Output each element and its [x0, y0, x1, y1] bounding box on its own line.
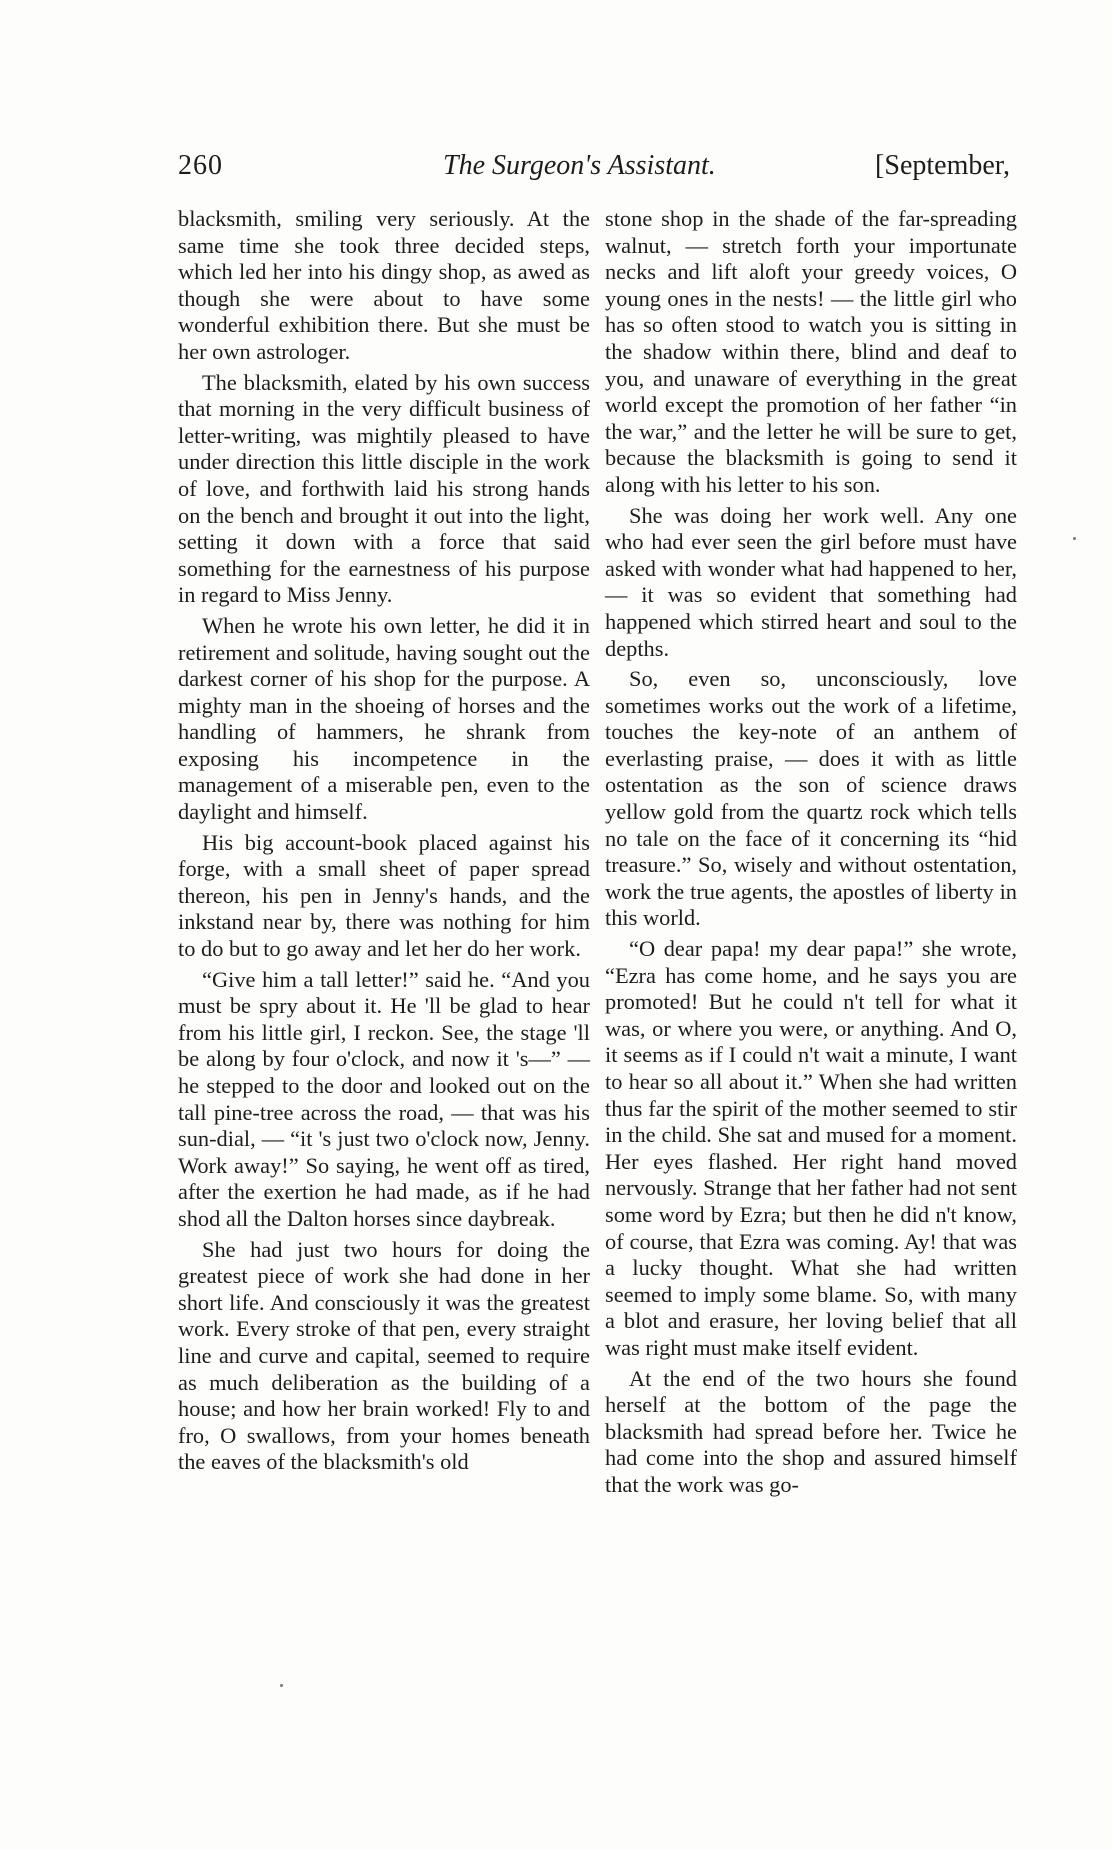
issue-month: [September,	[875, 150, 1010, 181]
paragraph: So, even so, unconsciously, love sometimes works out the work of a lifetime, touches the key-note of an anthem of everlasting praise, — does it with as little ostentation as the son of science draws yellow gold from the quartz rock which tells no tale on the face of it concerning its “hid treasure.” So, wisely and without ostentation, work the true agents, the apostles of liberty in this world.	[605, 666, 1017, 931]
paragraph: The blacksmith, elated by his own success that morning in the very difficult business of letter-writing, was mightily pleased to have under direction this little disciple in the work of love, and forthwith laid his strong hands on the bench and brought it out into the light, setting it down with a force that said something for the earnestness of his purpose in regard to Miss Jenny.	[178, 369, 590, 608]
paragraph: “Give him a tall letter!” said he. “And you must be spry about it. He 'll be glad to hear from his little girl, I reckon. See, the stage 'll be along by four o'clock, and now it 's—” — he stepped to the door and looked out on the tall pine-tree across the road, — that was his sun-dial, — “it 's just two o'clock now, Jenny. Work away!” So saying, he went off as tired, after the exertion he had made, as if he had shod all the Dalton horses since daybreak.	[178, 966, 590, 1231]
left-column	[178, 206, 590, 1480]
paragraph: “O dear papa! my dear papa!” she wrote, “Ezra has come home, and he says you are promoted! But he could n't tell for what it was, or where you were, or anything. And O, it seems as if I could n't wait a minute, I want to hear so all about it.” When she had written thus far the spirit of the mother seemed to stir in the child. She sat and mused for a moment. Her eyes flashed. Her right hand moved nervously. Strange that her father had not sent some word by Ezra; but then he did n't know, of course, that Ezra was coming. Ay! that was a lucky thought. What she had written seemed to imply some blame. So, with many a blot and erasure, her loving belief that all was right must make itself evident.	[605, 936, 1017, 1360]
paragraph: At the end of the two hours she found herself at the bottom of the page the blacksmith had spread before her. Twice he had come into the shop and assured himself that the work was go-	[605, 1365, 1017, 1497]
print-speck	[280, 1684, 283, 1687]
paragraph: His big account-book placed against his forge, with a small sheet of paper spread thereon, his pen in Jenny's hands, and the inkstand near by, there was nothing for him to do but to go away and let her do her work.	[178, 829, 590, 962]
paragraph: She was doing her work well. Any one who had ever seen the girl before must have asked with wonder what had happened to her, — it was so evident that something had happened which stirred heart and soul to the depths.	[605, 502, 1017, 661]
paragraph: When he wrote his own letter, he did it in retirement and solitude, having sought out the darkest corner of his shop for the purpose. A mighty man in the shoeing of horses and the handling of hammers, he shrank from exposing his incompetence in the management of a miserable pen, even to the daylight and himself.	[178, 612, 590, 825]
paragraph: stone shop in the shade of the far-spreading walnut, — stretch forth your importunate necks and lift aloft your greedy voices, O young ones in the nests! — the little girl who has so often stood to watch you is sitting in the shadow within there, blind and deaf to you, and unaware of everything in the great world except the promotion of her father “in the war,” and the letter he will be sure to get, because the blacksmith is going to send it along with his letter to his son.	[605, 206, 1017, 497]
right-column	[605, 206, 1017, 1503]
paragraph: She had just two hours for doing the greatest piece of work she had done in her short life. And consciously it was the greatest work. Every stroke of that pen, every straight line and curve and capital, seemed to require as much deliberation as the building of a house; and how her brain worked! Fly to and fro, O swallows, from your homes beneath the eaves of the blacksmith's old	[178, 1236, 590, 1475]
print-speck	[1073, 537, 1076, 540]
page-header	[178, 150, 1010, 190]
paragraph: blacksmith, smiling very seriously. At the same time she took three decided steps, which led her into his dingy shop, as awed as though she were about to have some wonderful exhibition there. But she must be her own astrologer.	[178, 206, 590, 364]
running-title: The Surgeon's Assistant.	[443, 150, 716, 181]
page-number: 260	[178, 150, 223, 181]
